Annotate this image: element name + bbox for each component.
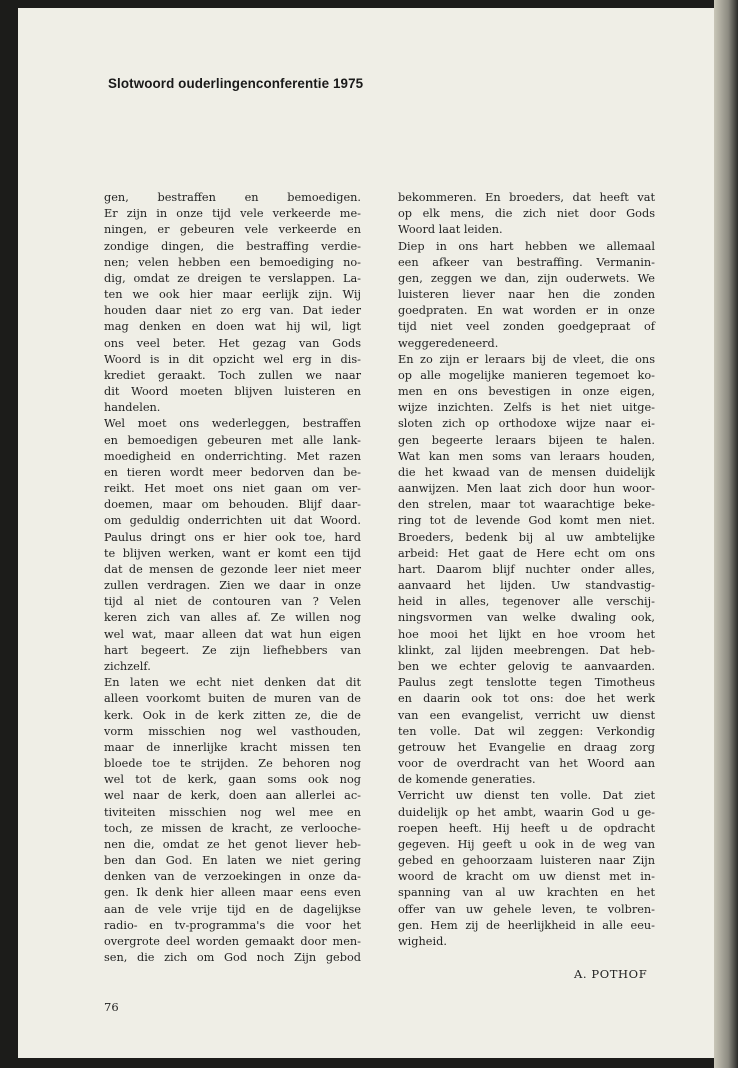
text-line: sen, die zich om God noch Zijn gebod [104,951,361,965]
text-line: zondige dingen, die bestraffing verdie- [104,239,361,253]
text-line: Paulus dringt ons er hier ook toe, hard [104,530,361,544]
text-line: denken van de verzoekingen in onze da- [104,870,361,884]
text-line: gen, bestraffen en bemoedigen. [104,191,361,204]
text-line: hart begeert. Ze zijn liefhebbers van [104,643,361,657]
page-edge [714,0,738,1068]
text-line: die het kwaad van de mensen duidelijk [398,465,655,479]
text-line: aanwijzen. Men laat zich door hun woor- [398,482,655,496]
text-line: ningen, er gebeuren vele verkeerde en [104,223,361,237]
text-line: en daarin ook tot ons: doe het werk [398,692,655,706]
text-line: En laten we echt niet denken dat dit [104,676,361,690]
text-line: keren zich van alles af. Ze willen nog [104,611,361,625]
text-line: Woord is in dit opzicht wel erg in dis- [104,352,361,366]
text-line: men en ons bevestigen in onze eigen, [398,385,655,399]
text-line: gen. Ik denk hier alleen maar eens even [104,886,361,900]
text-line: Woord laat leiden. [398,223,503,237]
text-line: kerk. Ook in de kerk zitten ze, die de [104,708,361,722]
text-line: houden daar niet zo erg van. Dat ieder [104,304,361,318]
text-line: Paulus zegt tenslotte tegen Timotheus [398,676,655,690]
text-line: radio- en tv-programma's die voor het [104,918,361,932]
text-line: Er zijn in onze tijd vele verkeerde me- [104,207,361,221]
text-line: Diep in ons hart hebben we allemaal [398,239,655,253]
text-line: zichzelf. [104,659,151,673]
text-line: aanvaard het lijden. Uw standvastig- [398,579,655,593]
text-line: heid in alles, tegenover alle verschij- [398,595,655,609]
text-line: bloede toe te strijden. Ze behoren nog [104,757,361,771]
text-line: handelen. [104,401,161,415]
text-line: gen begeerte leraars bijeen te halen. [398,433,655,447]
text-line: goedpraten. En wat worden er in onze [398,304,655,318]
text-line: om geduldig onderrichten uit dat Woord. [104,514,361,528]
text-line: dit Woord moeten blijven luisteren en [104,385,361,399]
text-line: Wat kan men soms van leraars houden, [398,449,655,463]
text-line: bekommeren. En broeders, dat heeft vat [398,191,655,204]
text-line: ten volle. Dat wil zeggen: Verkondig [398,724,655,738]
text-line: toch, ze missen de kracht, ze verlooche- [104,821,361,835]
text-line: vorm misschien nog wel vasthouden, [104,724,361,738]
text-line: een afkeer van bestraffing. Vermanin- [398,255,655,269]
text-line: ons veel beter. Het gezag van Gods [104,336,361,350]
text-line: voor de overdracht van het Woord aan [398,757,655,771]
text-line: getrouw het Evangelie en draag zorg [398,740,655,754]
text-line: de komende generaties. [398,773,536,787]
text-line: doemen, maar om behouden. Blijf daar- [104,498,361,512]
text-line: moedigheid en onderrichting. Met razen [104,449,361,463]
text-line: nen die, omdat ze het genot liever heb- [104,837,361,851]
left-text-column [104,190,361,966]
running-header: Slotwoord ouderlingenconferentie 1975 [108,76,364,91]
text-line: duidelijk op het ambt, waarin God u ge- [398,805,655,819]
text-line: luisteren liever naar hen die zonden [398,288,655,302]
text-line: gegeven. Hij geeft u ook in de weg van [398,837,655,851]
text-line: gebed en gehoorzaam luisteren naar Zijn [398,854,655,868]
text-line: dig, omdat ze dreigen te verslappen. La- [104,271,361,285]
author-signature: A. POTHOF [574,967,648,981]
text-line: ten we ook hier maar eerlijk zijn. Wij [104,288,361,302]
text-line: spanning van al uw krachten en het [398,886,655,900]
right-text-column [398,190,655,950]
text-line: woord de kracht om uw dienst met in- [398,870,655,884]
text-line: tiviteiten misschien nog wel mee en [104,805,361,819]
text-line: zullen verdragen. Zien we daar in onze [104,579,361,593]
text-line: tijd al niet de contouren van ? Velen [104,595,361,609]
text-line: wigheid. [398,934,447,948]
text-line: en bemoedigen gebeuren met alle lank- [104,433,361,447]
text-line: arbeid: Het gaat de Here echt om ons [398,546,655,560]
text-line: klinkt, zal lijden meebrengen. Dat heb- [398,643,655,657]
text-line: alleen voorkomt buiten de muren van de [104,692,361,706]
text-line: te blijven werken, want er komt een tijd [104,546,361,560]
text-line: maar de innerlijke kracht missen ten [104,740,361,754]
text-line: mag denken en doen wat hij wil, ligt [104,320,361,334]
text-line: van een evangelist, verricht uw dienst [398,708,655,722]
text-line: sloten zich op orthodoxe wijze naar ei- [398,417,655,431]
text-line: weggeredeneerd. [398,336,499,350]
text-line: Verricht uw dienst ten volle. Dat ziet [398,789,655,803]
text-line: ningsvormen van welke dwaling ook, [398,611,655,625]
text-line: gen, zeggen we dan, zijn ouderwets. We [398,271,655,285]
text-line: op alle mogelijke manieren tegemoet ko- [398,368,655,382]
text-line: Wel moet ons wederleggen, bestraffen [104,417,361,431]
text-line: reikt. Het moet ons niet gaan om ver- [104,482,361,496]
text-line: gen. Hem zij de heerlijkheid in alle eeu- [398,918,655,932]
text-line: hart. Daarom blijf nuchter onder alles, [398,562,655,576]
text-line: hoe mooi het lijkt en hoe vroom het [398,627,655,641]
text-line: roepen heeft. Hij heeft u de opdracht [398,821,655,835]
text-line: offer van uw gehele leven, te volbren- [398,902,655,916]
text-line: aan de vele vrije tijd en de dagelijkse [104,902,361,916]
text-line: nen; velen hebben een bemoediging no- [104,255,361,269]
text-line: ben dan God. En laten we niet gering [104,854,361,868]
text-line: ben we echter gelovig te aanvaarden. [398,659,655,673]
text-line: wel tot de kerk, gaan soms ook nog [104,773,361,787]
text-line: ring tot de levende God komt men niet. [398,514,655,528]
text-line: tijd niet veel zonden goedgepraat of [398,320,655,334]
text-line: op elk mens, die zich niet door Gods [398,207,655,221]
text-line: krediet geraakt. Toch zullen we naar [104,368,361,382]
text-line: en tieren wordt meer bedorven dan be- [104,465,361,479]
text-line: Broeders, bedenk bij al uw ambtelijke [398,530,655,544]
text-line: wel naar de kerk, doen aan allerlei ac- [104,789,361,803]
text-line: wijze inzichten. Zelfs is het niet uitge- [398,401,655,415]
text-line: overgrote deel worden gemaakt door men- [104,934,361,948]
text-line: wel wat, maar alleen dat wat hun eigen [104,627,361,641]
page-number: 76 [104,1000,119,1014]
text-line: den strelen, maar tot waarachtige beke- [398,498,655,512]
text-line: dat de mensen de gezonde leer niet meer [104,562,361,576]
text-line: En zo zijn er leraars bij de vleet, die ons [398,352,655,366]
